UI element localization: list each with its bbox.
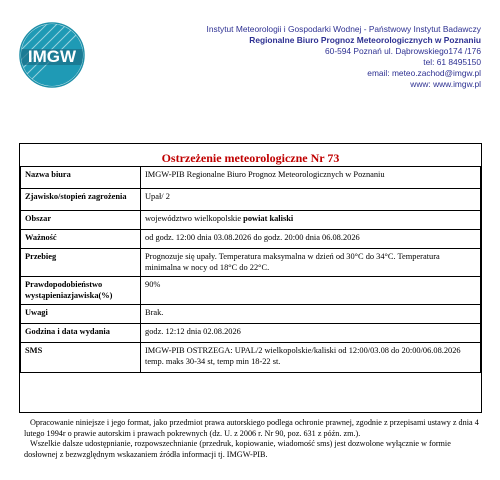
row-value: IMGW-PIB OSTRZEGA: UPAL/2 wielkopolskie/kaliski od 12:00/03.08 do 20:00/06.08.2026 temp. maks 30-34 st, temp min 18-22 st. [141,343,481,373]
row-label: Nazwa biura [21,167,141,189]
row-label: Przebieg [21,249,141,277]
warning-frame [19,143,482,413]
area-district: powiat kaliski [243,214,294,223]
warning-table [20,166,481,373]
row-value: Upał/ 2 [141,189,481,211]
institute-name: Instytut Meteorologii i Gospodarki Wodnej - Państwowy Instytut Badawczy [206,24,481,34]
row-value: godz. 12:12 dnia 02.08.2026 [141,324,481,343]
row-label: SMS [21,343,141,373]
table-row [21,305,481,324]
area-region: województwo wielkopolskie [145,214,242,223]
logo-text: IMGW [27,47,77,66]
row-label: Obszar [21,211,141,230]
copyright-paragraph: Opracowanie niniejsze i jego format, jako przedmiot prawa autorskiego podlega ochronie prawnej, zgodnie z przepisami ustawy z dnia 4 lutego 1994r o prawie autorskim i prawach pokrewnych (dz. U. z 2006 r. Nr 90, poz. 631 z późn. zm.). [24,418,479,438]
copyright-notice [24,418,480,460]
institute-info [101,24,481,90]
email[interactable]: email: meteo.zachod@imgw.pl [367,68,481,78]
row-label: Prawdopodobieństwo wystąpieniazjawiska(%) [21,277,141,305]
table-row [21,167,481,189]
website[interactable]: www: www.imgw.pl [410,79,481,89]
row-value: IMGW-PIB Regionalne Biuro Prognoz Meteorologicznych w Poznaniu [141,167,481,189]
row-value: Prognozuje się upały. Temperatura maksymalna w dzień od 30°C do 34°C. Temperatura minimalna w nocy od 18°C do 22°C. [141,249,481,277]
row-label: Ważność [21,230,141,249]
row-value: 90% [141,277,481,305]
warning-title: Ostrzeżenie meteorologiczne Nr 73 [161,151,340,165]
row-label: Zjawisko/stopień zagrożenia [21,189,141,211]
address: 60-594 Poznań ul. Dąbrowskiego174 /176 [325,46,481,56]
imgw-logo [19,22,85,88]
row-label: Uwagi [21,305,141,324]
table-row [21,211,481,230]
table-row [21,324,481,343]
row-label: Godzina i data wydania [21,324,141,343]
office-name: Regionalne Biuro Prognoz Meteorologicznych w Poznaniu [249,35,481,45]
row-value: Brak. [141,305,481,324]
row-value [141,211,481,230]
phone: tel: 61 8495150 [423,57,481,67]
table-row [21,249,481,277]
row-value: od godz. 12:00 dnia 03.08.2026 do godz. 20:00 dnia 06.08.2026 [141,230,481,249]
table-row [21,230,481,249]
table-row [21,189,481,211]
table-row [21,343,481,373]
distribution-paragraph: Wszelkie dalsze udostępnianie, rozpowszechnianie (przedruk, kopiowanie, wiadomość sms) jest dozwolone wyłącznie w formie dosłownej z bezwzględnym wskazaniem źródła informacji tj. IMGW-PIB. [24,439,451,459]
table-row [21,277,481,305]
